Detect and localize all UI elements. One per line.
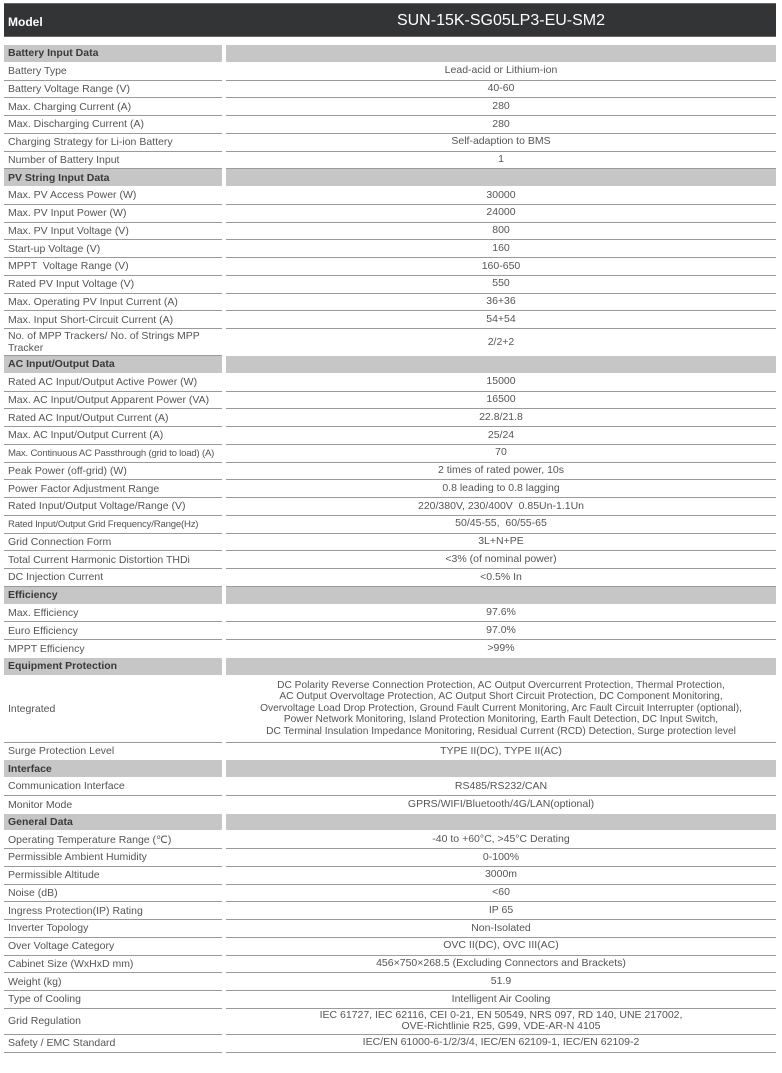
spec-value: IEC/EN 61000-6-1/2/3/4, IEC/EN 62109-1, IEC/EN 62109-2 <box>226 1035 776 1053</box>
section-title: Battery Input Data <box>4 45 222 63</box>
section-title: PV String Input Data <box>4 169 222 187</box>
spec-sheet <box>4 3 776 1053</box>
spec-value: TYPE II(DC), TYPE II(AC) <box>440 744 562 757</box>
spec-value: 280 <box>226 98 776 116</box>
spec-label: Rated AC Input/Output Current (A) <box>4 409 222 427</box>
table-row <box>4 329 776 356</box>
table-row <box>4 205 776 223</box>
spec-label: Inverter Topology <box>4 920 222 938</box>
spec-label: Communication Interface <box>4 778 222 796</box>
model-name: SUN-15K-SG05LP3-EU-SM2 <box>396 11 606 29</box>
spec-label: Battery Type <box>4 63 222 81</box>
table-row <box>4 392 776 410</box>
spec-value: 16500 <box>226 392 776 410</box>
spec-value: 97.6% <box>226 605 776 623</box>
spec-label: Grid Connection Form <box>4 534 222 552</box>
section-pv-string-input-data <box>4 169 776 187</box>
table-row <box>4 152 776 170</box>
table-row <box>4 480 776 498</box>
spec-value: 51.9 <box>226 973 776 991</box>
spec-value: 280 <box>226 116 776 134</box>
table-row <box>4 187 776 205</box>
spec-label: DC Injection Current <box>4 569 222 587</box>
spec-value: 2/2+2 <box>487 335 515 348</box>
spec-label: Permissible Altitude <box>4 867 222 885</box>
spec-value: 40-60 <box>226 81 776 99</box>
spec-value: IP 65 <box>226 902 776 920</box>
spec-value: 800 <box>226 223 776 241</box>
table-row <box>4 676 776 743</box>
spec-value: 550 <box>226 276 776 294</box>
spec-value: DC Polarity Reverse Connection Protection, AC Output Overcurrent Protection, Thermal Protection, AC Output Overvoltage Protection, AC Output Short Circuit Protection, DC Component Monitoring, Overvoltage Load Drop Protection, Ground Fault Current Monitoring, Arc Fault Circuit Interrupter (optional), Power Network Monitoring, Island Protection Monitoring, Earth Fault Detection, DC Input Switch, DC Terminal Insulation Impedance Monitoring, Residual Current (RCD) Detection, Surge protection level <box>226 676 776 743</box>
table-row <box>4 991 776 1009</box>
section-general-data <box>4 814 776 832</box>
table-row <box>4 311 776 329</box>
table-row <box>4 831 776 849</box>
table-row <box>4 534 776 552</box>
spec-value: Intelligent Air Cooling <box>226 991 776 1009</box>
table-row <box>4 956 776 974</box>
spec-value: 22.8/21.8 <box>226 409 776 427</box>
spec-value: RS485/RS232/CAN <box>226 778 776 796</box>
spec-label: Charging Strategy for Li-ion Battery <box>4 134 222 152</box>
table-row <box>4 223 776 241</box>
table-row <box>4 445 776 463</box>
spec-label: Max. Input Short-Circuit Current (A) <box>4 311 222 329</box>
spec-label: Max. AC Input/Output Apparent Power (VA) <box>4 392 222 410</box>
spec-value: 160 <box>226 240 776 258</box>
spec-value: Self-adaption to BMS <box>226 134 776 152</box>
spec-label: Rated Input/Output Grid Frequency/Range(Hz) <box>4 516 222 534</box>
spec-value: 0.8 leading to 0.8 lagging <box>226 480 776 498</box>
spec-value: -40 to +60°C, >45°C Derating <box>226 831 776 849</box>
spec-label: MPPT Voltage Range (V) <box>4 258 222 276</box>
spec-value: OVC II(DC), OVC III(AC) <box>226 938 776 956</box>
table-row <box>4 98 776 116</box>
spec-label: Max. Charging Current (A) <box>4 98 222 116</box>
spec-label: Integrated <box>4 676 222 743</box>
spec-label: Monitor Mode <box>8 798 73 811</box>
spec-value: 70 <box>226 445 776 463</box>
spec-label: Weight (kg) <box>4 973 222 991</box>
table-row <box>4 640 776 658</box>
table-row <box>4 867 776 885</box>
spec-value: <60 <box>226 885 776 903</box>
table-row <box>4 258 776 276</box>
table-row <box>4 920 776 938</box>
model-header <box>4 3 776 37</box>
section-title: AC Input/Output Data <box>4 356 222 374</box>
section-title: Interface <box>4 760 222 778</box>
spec-label: Max. Continuous AC Passthrough (grid to load) (A) <box>4 445 222 463</box>
spec-label: Start-up Voltage (V) <box>4 240 222 258</box>
section-title: Equipment Protection <box>4 658 222 676</box>
table-row <box>4 1009 776 1035</box>
table-row <box>4 885 776 903</box>
table-row <box>4 569 776 587</box>
spec-value: <0.5% In <box>226 569 776 587</box>
table-row <box>4 849 776 867</box>
spec-value: 97.0% <box>226 622 776 640</box>
table-row <box>4 374 776 392</box>
spec-label: Ingress Protection(IP) Rating <box>4 902 222 920</box>
spec-value: >99% <box>487 642 515 655</box>
spec-label: Permissible Ambient Humidity <box>4 849 222 867</box>
table-row <box>4 743 776 761</box>
spec-value: 30000 <box>226 187 776 205</box>
spec-label: Rated PV Input Voltage (V) <box>4 276 222 294</box>
spec-value: GPRS/WIFI/Bluetooth/4G/LAN(optional) <box>407 797 595 810</box>
table-row <box>4 778 776 796</box>
spec-value: IEC 61727, IEC 62116, CEI 0-21, EN 50549, NRS 097, RD 140, UNE 217002, OVE-Richtlinie R25, G99, VDE-AR-N 4105 <box>226 1009 776 1035</box>
table-row <box>4 240 776 258</box>
spec-label: Battery Voltage Range (V) <box>4 81 222 99</box>
spec-label: Number of Battery Input <box>4 152 222 170</box>
table-row <box>4 938 776 956</box>
table-row <box>4 973 776 991</box>
spec-label: Grid Regulation <box>4 1009 222 1035</box>
spec-label: Power Factor Adjustment Range <box>4 480 222 498</box>
table-row <box>4 81 776 99</box>
spec-table <box>4 45 776 1053</box>
spec-value: 3000m <box>226 867 776 885</box>
table-row <box>4 605 776 623</box>
spec-value: 50/45-55, 60/55-65 <box>226 516 776 534</box>
spec-value: 1 <box>226 152 776 170</box>
table-row <box>4 409 776 427</box>
section-title: General Data <box>4 814 222 832</box>
table-row <box>4 796 776 814</box>
table-row <box>4 498 776 516</box>
spec-value: 15000 <box>226 374 776 392</box>
spec-label: Rated AC Input/Output Active Power (W) <box>4 374 222 392</box>
table-row <box>4 116 776 134</box>
spec-label: Max. Efficiency <box>4 605 222 623</box>
spec-label: Type of Cooling <box>4 991 222 1009</box>
table-row <box>4 294 776 312</box>
spec-label: Max. PV Input Voltage (V) <box>4 223 222 241</box>
spec-value: 2 times of rated power, 10s <box>226 463 776 481</box>
spec-value: 36+36 <box>226 294 776 312</box>
spec-label: Max. AC Input/Output Current (A) <box>4 427 222 445</box>
section-title: Efficiency <box>4 587 222 605</box>
table-row <box>4 902 776 920</box>
spec-label: No. of MPP Trackers/ No. of Strings MPP Tracker <box>4 329 222 356</box>
spec-label: Max. PV Access Power (W) <box>4 187 222 205</box>
table-row <box>4 516 776 534</box>
spec-label: Max. Discharging Current (A) <box>4 116 222 134</box>
spec-label: Over Voltage Category <box>4 938 222 956</box>
table-row <box>4 276 776 294</box>
spec-label: Noise (dB) <box>4 885 222 903</box>
spec-value: Lead-acid or Lithium-ion <box>226 63 776 81</box>
table-row <box>4 622 776 640</box>
spec-value: <3% (of nominal power) <box>226 551 776 569</box>
spec-label: Total Current Harmonic Distortion THDi <box>4 551 222 569</box>
spec-label: Operating Temperature Range (℃) <box>4 831 222 849</box>
model-label: Model <box>8 15 43 29</box>
section-battery-input-data <box>4 45 776 63</box>
spec-label: Rated Input/Output Voltage/Range (V) <box>4 498 222 516</box>
spec-label: MPPT Efficiency <box>8 642 85 655</box>
section-efficiency <box>4 587 776 605</box>
spec-value: 160-650 <box>226 258 776 276</box>
spec-value: 54+54 <box>226 311 776 329</box>
section-equipment-protection <box>4 658 776 676</box>
spec-value: 24000 <box>226 205 776 223</box>
spec-label: Safety / EMC Standard <box>4 1035 222 1053</box>
spec-value: 456×750×268.5 (Excluding Connectors and Brackets) <box>226 956 776 974</box>
spec-label: Max. Operating PV Input Current (A) <box>4 294 222 312</box>
spec-label: Peak Power (off-grid) (W) <box>4 463 222 481</box>
spec-label: Max. PV Input Power (W) <box>4 205 222 223</box>
spec-value: 0-100% <box>226 849 776 867</box>
table-row <box>4 134 776 152</box>
spec-label: Euro Efficiency <box>4 622 222 640</box>
spec-label: Surge Protection Level <box>8 745 115 758</box>
spec-value: 3L+N+PE <box>226 534 776 552</box>
table-row <box>4 463 776 481</box>
section-interface <box>4 760 776 778</box>
spec-value: 25/24 <box>226 427 776 445</box>
table-row <box>4 427 776 445</box>
section-ac-input-output-data <box>4 356 776 374</box>
spec-value: Non-Isolated <box>226 920 776 938</box>
spec-label: Cabinet Size (WxHxD mm) <box>4 956 222 974</box>
table-row <box>4 551 776 569</box>
spec-value: 220/380V, 230/400V 0.85Un-1.1Un <box>226 498 776 516</box>
table-row <box>4 1035 776 1053</box>
table-row <box>4 63 776 81</box>
